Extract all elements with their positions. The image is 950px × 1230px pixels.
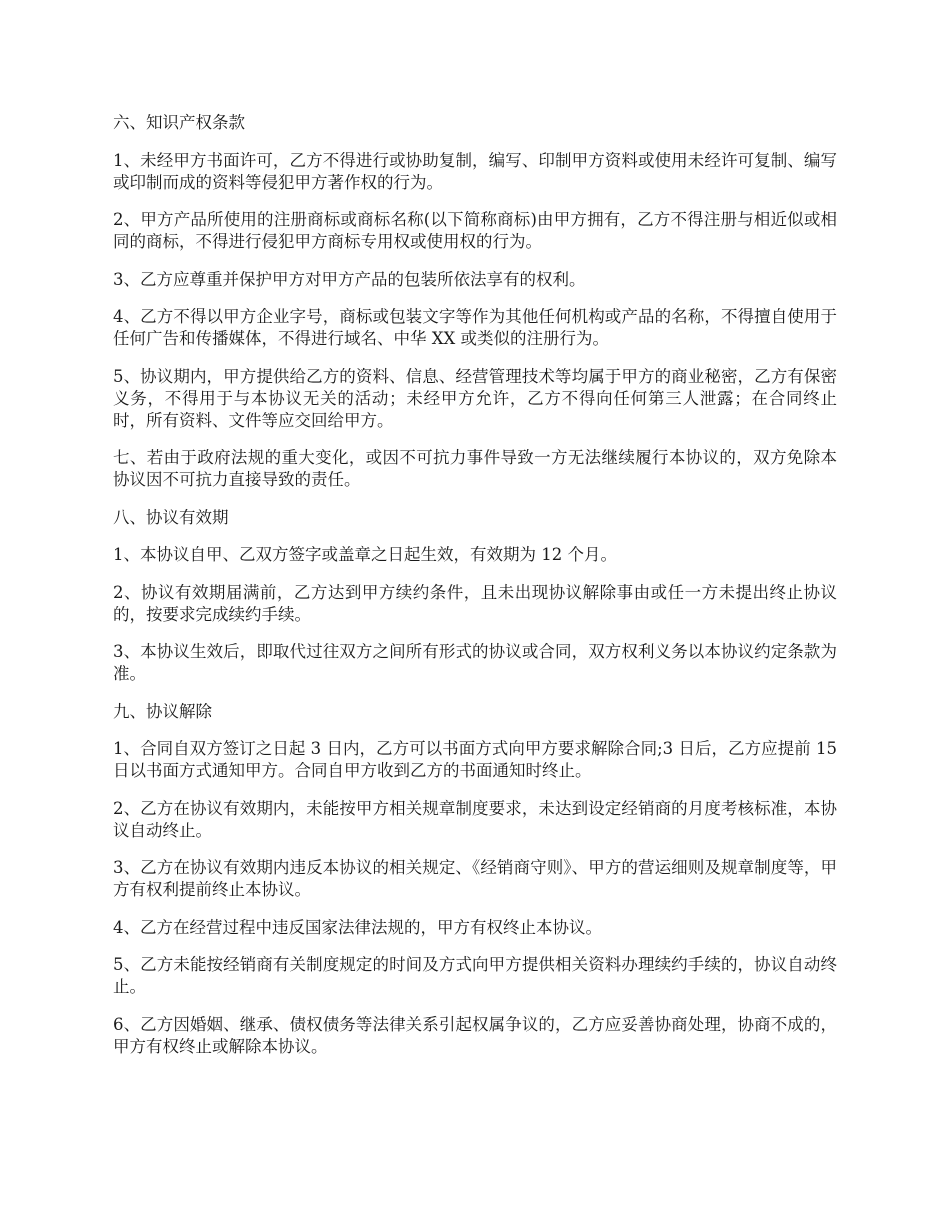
paragraph: 1、本协议自甲、乙双方签字或盖章之日起生效，有效期为 12 个月。 — [113, 545, 617, 564]
paragraph: 1、合同自双方签订之日起 3 日内，乙方可以书面方式向甲方要求解除合同;3 日后，乙方应提前 15 日以书面方式通知甲方。合同自甲方收到乙方的书面通知时终止。 — [113, 739, 837, 780]
paragraph: 5、乙方未能按经销商有关制度规定的时间及方式向甲方提供相关资料办理续约手续的，协议自动终止。 — [113, 955, 837, 996]
section-heading-termination: 九、协议解除 — [113, 701, 212, 721]
section-heading-ip: 六、知识产权条款 — [113, 113, 245, 132]
paragraph: 2、甲方产品所使用的注册商标或商标名称(以下简称商标)由甲方拥有，乙方不得注册与相近似或相同的商标，不得进行侵犯甲方商标专用权或使用权的行为。 — [113, 210, 837, 251]
paragraph: 4、乙方在经营过程中违反国家法律法规的，甲方有权终止本协议。 — [113, 917, 602, 937]
paragraph: 3、乙方在协议有效期内违反本协议的相关规定、《经销商守则》、甲方的营运细则及规章制度等，甲方有权利提前终止本协议。 — [113, 858, 837, 899]
paragraph: 6、乙方因婚姻、继承、债权债务等法律关系引起权属争议的，乙方应妥善协商处理，协商不成的，甲方有权终止或解除本协议。 — [113, 1014, 837, 1056]
section-force-majeure: 七、若由于政府法规的重大变化，或因不可抗力事件导致一方无法继续履行本协议的，双方免除本协议因不可抗力直接导致的责任。 — [113, 448, 837, 489]
paragraph: 5、协议期内，甲方提供给乙方的资料、信息、经营管理技术等均属于甲方的商业秘密，乙方有保密义务，不得用于与本协议无关的活动；未经甲方允许，乙方不得向任何第三人泄露；在合同终止时，所有资料、文件等应交回给甲方。 — [113, 366, 837, 430]
section-heading-term: 八、协议有效期 — [113, 507, 229, 527]
paragraph: 2、协议有效期届满前，乙方达到甲方续约条件，且未出现协议解除事由或任一方未提出终止协议的，按要求完成续约手续。 — [113, 582, 837, 624]
paragraph: 4、乙方不得以甲方企业字号，商标或包装文字等作为其他任何机构或产品的名称，不得擅自使用于任何广告和传播媒体，不得进行域名、中华 XX 或类似的注册行为。 — [113, 307, 837, 348]
paragraph: 1、未经甲方书面许可，乙方不得进行或协助复制，编写、印制甲方资料或使用未经许可复制、编写或印制而成的资料等侵犯甲方著作权的行为。 — [113, 150, 837, 192]
paragraph: 3、乙方应尊重并保护甲方对甲方产品的包装所依法享有的权利。 — [113, 269, 586, 289]
paragraph: 2、乙方在协议有效期内，未能按甲方相关规章制度要求，未达到设定经销商的月度考核标准，本协议自动终止。 — [113, 798, 837, 840]
document-body — [113, 112, 837, 1073]
paragraph: 3、本协议生效后，即取代过往双方之间所有形式的协议或合同，双方权利义务以本协议约定条款为准。 — [113, 642, 837, 683]
